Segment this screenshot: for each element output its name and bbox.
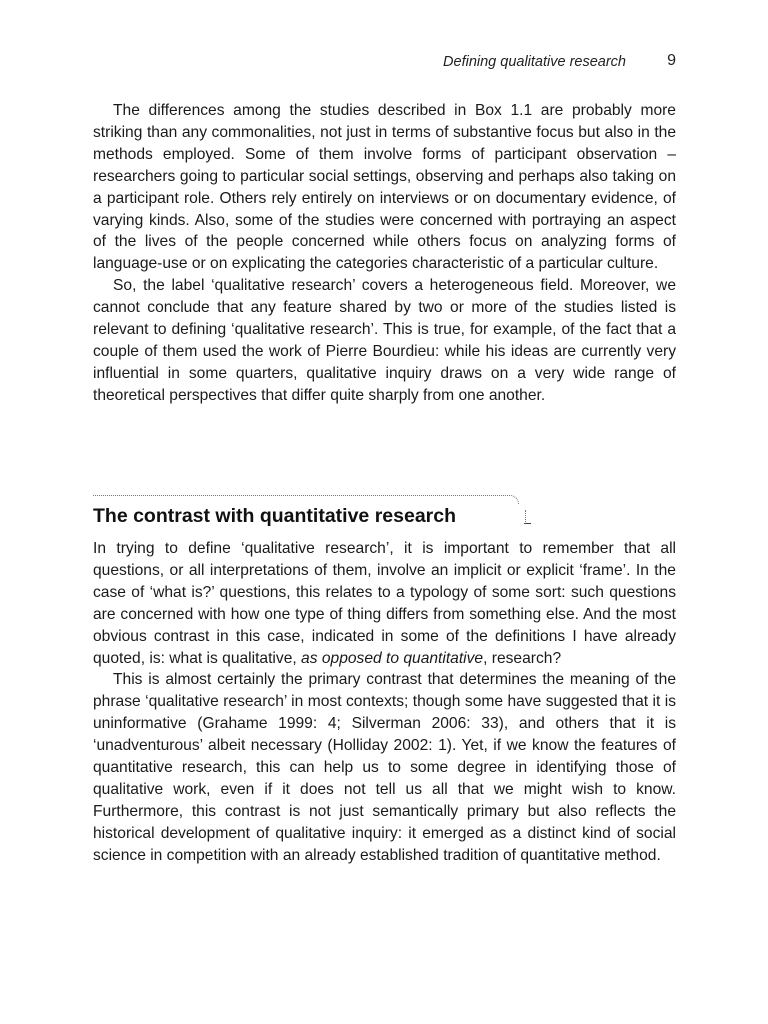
paragraph: The differences among the studies described in Box 1.1 are probably more striking than any commonalities, not just in terms of substantive focus but also in the methods employed. Some of them involve forms of participant observation – researchers going to particular social settings, observing and perhaps also taking on a participant role. Others rely entirely on interviews or on documentary evidence, of varying kinds. Also, some of the studies were concerned with portraying an aspect of the lives of the people concerned while others focus on analyzing forms of language-use or on explicating the categories characteristic of a particular culture. <box>93 102 676 273</box>
body-text-top <box>93 100 676 407</box>
paragraph: This is almost certainly the primary contrast that determines the meaning of the phrase ‘qualitative research’ in most contexts; though some have suggested that it is uninformative (Grahame 1999: 4; Silverman 2006: 33), and others that it is ‘unadventurous’ albeit necessary (Holliday 2002: 1). Yet, if we know the features of quantitative research, this can help us to some degree in identifying those of qualitative work, even if it does not tell us all that we might wish to know. Furthermore, this contrast is not just semantically primary but also reflects the historical development of qualitative inquiry: it emerged as a distinct kind of social science in competition with an already established tradition of quantitative method. <box>93 671 676 864</box>
section-divider-tick <box>525 510 534 524</box>
paragraph-text: In trying to define ‘qualitative research’, it is important to remember that all questions, or all interpretations of them, involve an implicit or explicit ‘frame’. In the case of ‘what is?’ questions, this relates to a typology of some sort: such questions are concerned with how one type of thing differs from something else. And the most obvious contrast in this case, indicated in some of the definitions I have already quoted, is: what is qualitative, <box>93 540 676 667</box>
section-divider-foot <box>524 523 531 524</box>
running-title: Defining qualitative research <box>443 54 626 70</box>
paragraph: So, the label ‘qualitative research’ covers a heterogeneous field. Moreover, we cannot conclude that any feature shared by two or more of the studies listed is relevant to defining ‘qualitative research’. This is true, for example, of the fact that a couple of them used the work of Pierre Bourdieu: while his ideas are currently very influential in some quarters, qualitative inquiry draws on a very wide range of theoretical perspectives that differ quite sharply from one another. <box>93 277 676 404</box>
section-heading: The contrast with quantitative research <box>93 505 457 527</box>
paragraph-text: , research? <box>483 649 562 667</box>
italic-emphasis: as opposed to quantitative <box>301 649 484 667</box>
page-number: 9 <box>667 52 676 69</box>
running-header <box>0 52 768 76</box>
paragraph <box>93 538 676 669</box>
body-text-bottom <box>93 538 676 867</box>
